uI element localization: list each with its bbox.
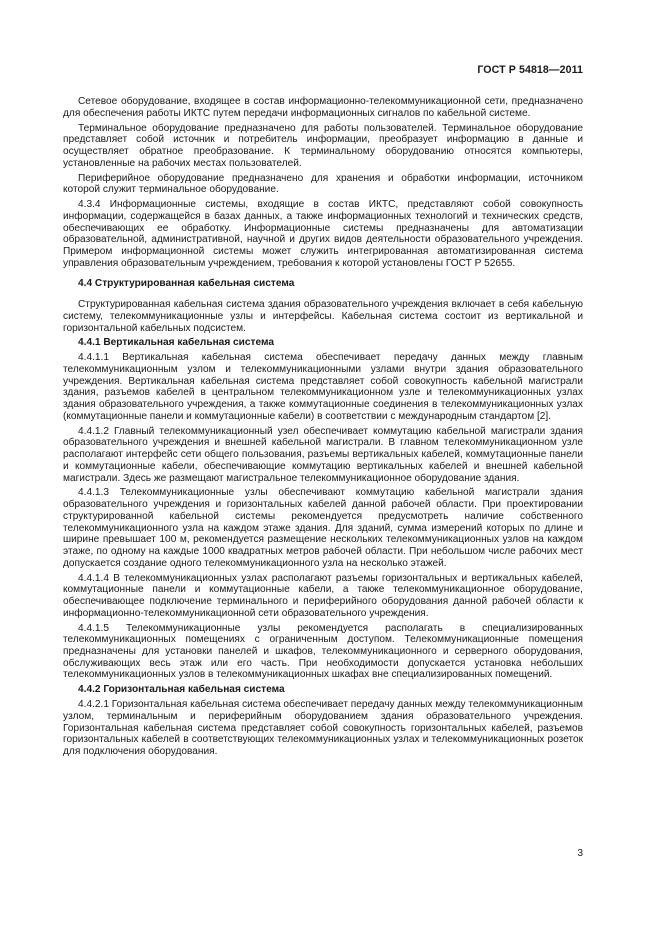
paragraph-4-4-intro: Структурированная кабельная система здания образовательного учреждения включает в себя кабельную систему, телекоммуникационные узлы и интерфейсы. Кабельная система состоит из вертикальной и горизонтальной кабельных подсистем. [63, 299, 583, 334]
document-id-header: ГОСТ Р 54818—2011 [477, 64, 583, 76]
paragraph-peripheral-equipment: Периферийное оборудование предназначено для хранения и обработки информации, источником которой служит терминальное оборудование. [63, 172, 583, 196]
paragraph-4-4-1-3: 4.4.1.3 Телекоммуникационные узлы обеспечивают коммутацию кабельной магистрали здания образовательного учреждения и горизонтальных кабелей данной рабочей области. При проектировании структурированной кабельной системы рекомендуется предусмотреть наличие собственного телекоммуникационного узла на каждом этаже здания. Для зданий, сумма измерений которых по длине и ширине превышает 100 м, рекомендуется размещение нескольких телекоммуникационных узлов на каждом этаже, по одному на каждые 1000 квадратных метров рабочей области. При небольшом числе рабочих мест допускается создание одного телекоммуникационного узла на несколько этажей. [63, 487, 583, 569]
paragraph-4-4-1-4: 4.4.1.4 В телекоммуникационных узлах располагают разъемы горизонтальных и вертикальных кабелей, коммутационные панели и коммутационные кабели, а также телекоммуникационное оборудование, обеспечивающее подключение терминального и периферийного оборудования данной рабочей области к информационно-телекоммуникационной сети образовательного учреждения. [63, 572, 583, 619]
paragraph-terminal-equipment: Терминальное оборудование предназначено для работы пользователей. Терминальное оборудование представляет собой источник и потребитель информации, преобразует информацию в данные и осуществляет обратное преобразование. К терминальному оборудованию относятся компьютеры, установленные на рабочих местах пользователей. [63, 122, 583, 169]
paragraph-4-4-2-1: 4.4.2.1 Горизонтальная кабельная система обеспечивает передачу данных между телекоммуникационным узлом, терминальным и периферийным оборудованием здания образовательного учреждения. Горизонтальная кабельная система представляет собой совокупность горизонтальных кабелей, разъемов горизонтальных кабелей в соответствующих телекоммуникационных узлах и телекоммуникационных розеток для подключения оборудования. [63, 699, 583, 757]
section-heading-4-4-1: 4.4.1 Вертикальная кабельная система [78, 337, 274, 349]
paragraph-network-equipment: Сетевое оборудование, входящее в состав информационно-телекоммуникационной сети, предназначено для обеспечения работы ИКТС путем передачи информационных сигналов по кабельной системе. [63, 96, 583, 119]
page-number: 3 [577, 848, 583, 859]
paragraph-4-4-1-2: 4.4.1.2 Главный телекоммуникационный узел обеспечивает коммутацию кабельной магистрали здания образовательного учреждения и внешней кабельной магистрали. В главном телекоммуникационном узле располагают интерфейс сети общего пользования, разъемы вертикальных кабелей, коммутационные панели и коммутационные кабели, обеспечивающие коммутацию вертикальных кабелей и внешней кабельной магистрали. Здесь же размещают магистральное телекоммуникационное оборудование здания. [63, 425, 583, 484]
paragraph-4-4-1-1: 4.4.1.1 Вертикальная кабельная система обеспечивает передачу данных между главным телекоммуникационным узлом и телекоммуникационными узлами внутри здания образовательного учреждения. Вертикальная кабельная система представляет собой совокупность кабельной магистрали здания, разъемов кабелей в центральном телекоммуникационном узле и телекоммуникационных узлах здания образовательного учреждения, а также коммутационные соединения в телекоммуникационных узлах (коммутационные панели и коммутационные кабели) в соответствии с международным стандартом [2]. [63, 352, 583, 422]
document-body [63, 96, 583, 758]
section-heading-4-4-2: 4.4.2 Горизонтальная кабельная система [78, 684, 285, 696]
paragraph-4-3-4: 4.3.4 Информационные системы, входящие в состав ИКТС, представляют собой совокупность информации, содержащейся в базах данных, а также информационных технологий и технических средств, обеспечивающих ее обработку. Информационные системы предназначены для автоматизации образовательной, административной, научной и других видов деятельности образовательного учреждения. Примером информационной системы может служить интегрированная автоматизированная система управления образовательным учреждением, требования к которой установлены ГОСТ Р 52655. [63, 199, 583, 269]
section-heading-4-4: 4.4 Структурированная кабельная система [78, 278, 295, 290]
paragraph-4-4-1-5: 4.4.1.5 Телекоммуникационные узлы рекомендуется располагать в специализированных телекоммуникационных помещениях с ограниченным доступом. Телекоммуникационные помещения предназначены для установки панелей и шкафов, телекоммуникационного и серверного оборудования, обслуживающих весь этаж или его часть. При необходимости допускается установка небольших телекоммуникационных узлов в телекоммуникационных шкафах вне специализированных помещений. [63, 622, 583, 681]
